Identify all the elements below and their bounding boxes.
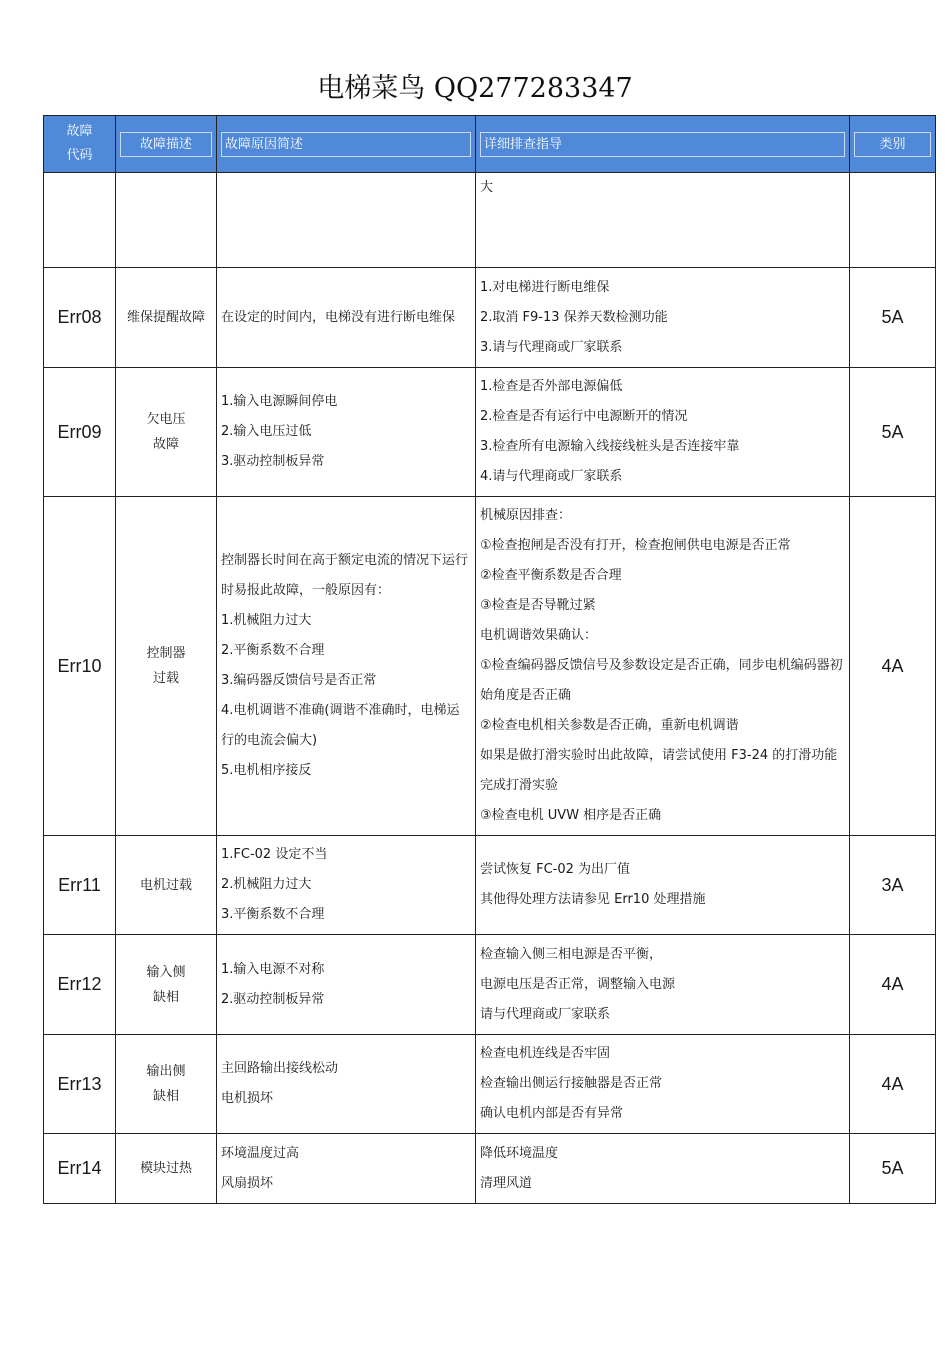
fault-description-cell [116,497,217,836]
fault-description-cell [116,935,217,1035]
fault-description-line: 缺相 [152,1089,179,1104]
troubleshooting-line: 尝试恢复 FC-02 为出厂值 [480,862,631,877]
fault-description-cell [116,836,217,935]
troubleshooting-cell [476,1035,850,1134]
troubleshooting-line: 请与代理商或厂家联系 [480,1006,611,1022]
table-header-row [44,116,936,173]
fault-code: Err09 [57,421,102,442]
fault-cause-cell [217,368,476,497]
category-cell [850,368,936,497]
fault-cause-line: 4.电机调谐不准确(调谐不准确时，电梯运行的电流会偏大) [221,703,460,748]
category-value: 3A [881,874,904,895]
fault-description-line: 控制器 [146,646,186,661]
troubleshooting-line: 机械原因排查： [480,508,572,523]
troubleshooting-line: 检查输出侧运行接触器是否正常 [480,1076,663,1091]
document-title: 电梯菜鸟 QQ277283347 [317,73,633,104]
troubleshooting-line: 4.请与代理商或厂家联系 [480,469,623,484]
fault-cause-line: 主回路输出接线松动 [221,1061,339,1076]
fault-cause-line: 3.驱动控制板异常 [221,454,325,469]
fault-cause-cell [217,836,476,935]
fault-description-cell [116,368,217,497]
category-cell [850,1035,936,1134]
fault-code-cell [44,836,116,935]
fault-description-line: 模块过热 [139,1161,192,1176]
header-fault-code [44,116,116,173]
fault-cause-cell [217,173,476,268]
category-value: 5A [881,1158,904,1178]
header-troubleshooting-guide [476,116,850,173]
troubleshooting-line: 电源电压是否正常，调整输入电源 [480,976,676,992]
fault-cause-line: 2.机械阻力过大 [221,877,312,892]
fault-description-line: 过载 [152,671,179,686]
fault-table-body [44,173,936,1204]
fault-cause-cell [217,268,476,368]
troubleshooting-line: 2.取消 F9-13 保养天数检测功能 [480,309,668,325]
fault-description-line: 输出侧 [146,1064,186,1079]
header-fault-cause [217,116,476,173]
category-value: 5A [881,421,904,442]
troubleshooting-line: ②检查电机相关参数是否正确，重新电机调谐 [480,718,739,733]
fault-cause-cell [217,1134,476,1204]
fault-description-cell [116,173,217,268]
fault-cause-line: 3.平衡系数不合理 [221,907,325,922]
table-row [44,268,936,368]
fault-code-cell [44,368,116,497]
category-value: 4A [881,974,904,994]
table-row [44,368,936,497]
fault-code: Err08 [57,307,102,327]
table-row [44,497,936,836]
category-cell [850,836,936,935]
header-cause-label: 故障原因简述 [221,132,471,157]
fault-code-cell [44,1134,116,1204]
category-value: 4A [881,655,904,676]
category-value: 5A [881,307,904,327]
header-fault-description [116,116,217,173]
fault-description-line: 输入侧 [146,964,186,980]
fault-cause-line: 3.编码器反馈信号是否正常 [221,673,377,688]
category-cell [850,497,936,836]
troubleshooting-cell [476,268,850,368]
fault-code: Err12 [57,974,102,994]
table-row [44,1134,936,1204]
fault-cause-line: 1.输入电源瞬间停电 [221,394,338,409]
header-code-line1: 故障 [66,124,93,139]
fault-description-cell [116,268,217,368]
table-row [44,173,936,268]
troubleshooting-cell [476,368,850,497]
troubleshooting-line: 1.检查是否外部电源偏低 [480,379,623,394]
category-cell [850,173,936,268]
fault-cause-line: 2.驱动控制板异常 [221,991,325,1007]
troubleshooting-line: ①检查编码器反馈信号及参数设定是否正确，同步电机编码器初始角度是否正确 [480,658,843,703]
fault-cause-cell [217,497,476,836]
fault-code: Err11 [58,874,101,895]
fault-code-cell [44,268,116,368]
troubleshooting-line: ①检查抱闸是否没有打开，检查抱闸供电电源是否正常 [480,538,791,553]
fault-code-cell [44,935,116,1035]
troubleshooting-line: 确认电机内部是否有异常 [480,1106,624,1121]
troubleshooting-line: 如果是做打滑实验时出此故障，请尝试使用 F3-24 的打滑功能完成打滑实验 [480,748,838,793]
fault-description-line: 电机过载 [139,877,192,893]
header-code-line2: 代码 [66,148,93,163]
fault-cause-cell [217,1035,476,1134]
header-guide-label: 详细排查指导 [480,132,845,157]
fault-code: Err14 [57,1158,102,1178]
fault-cause-line: 在设定的时间内，电梯没有进行断电维保 [221,309,456,325]
table-row [44,1035,936,1134]
troubleshooting-line: 清理风道 [480,1175,533,1191]
fault-description-line: 欠电压 [146,412,186,427]
troubleshooting-cell [476,935,850,1035]
fault-cause-line: 1.输入电源不对称 [221,961,325,977]
fault-cause-line: 环境温度过高 [221,1145,300,1161]
troubleshooting-line: 检查输入侧三相电源是否平衡， [480,946,663,962]
fault-cause-line: 1.机械阻力过大 [221,613,312,628]
fault-code-cell [44,497,116,836]
fault-cause-line: 2.输入电压过低 [221,424,312,439]
header-category-label: 类别 [854,132,931,157]
header-category [850,116,936,173]
table-row [44,836,936,935]
fault-cause-line: 5.电机相序接反 [221,763,312,778]
fault-cause-line: 控制器长时间在高于额定电流的情况下运行时易报此故障，一般原因有： [221,553,469,598]
table-row [44,935,936,1035]
troubleshooting-line: 3.请与代理商或厂家联系 [480,339,623,355]
category-value: 4A [881,1073,904,1094]
fault-description-line: 缺相 [152,989,179,1005]
fault-cause-line: 1.FC-02 设定不当 [221,847,328,862]
category-cell [850,1134,936,1204]
troubleshooting-line: ②检查平衡系数是否合理 [480,568,622,583]
troubleshooting-cell [476,1134,850,1204]
troubleshooting-line: 电机调谐效果确认： [480,628,598,643]
fault-description-cell [116,1134,217,1204]
troubleshooting-line: 1.对电梯进行断电维保 [480,279,610,295]
fault-cause-cell [217,935,476,1035]
fault-cause-line: 2.平衡系数不合理 [221,643,325,658]
troubleshooting-line: 降低环境温度 [480,1145,559,1161]
troubleshooting-line: 3.检查所有电源输入线接线桩头是否连接牢靠 [480,439,740,454]
fault-code-table [43,115,936,1204]
fault-code-cell [44,1035,116,1134]
category-cell [850,268,936,368]
fault-code-cell [44,173,116,268]
header-desc-label: 故障描述 [120,132,212,157]
fault-code: Err13 [57,1073,102,1094]
fault-description-line: 维保提醒故障 [126,310,205,325]
troubleshooting-line: ③检查是否导靴过紧 [480,598,596,613]
troubleshooting-cell [476,173,850,268]
troubleshooting-line: 其他得处理方法请参见 Err10 处理措施 [480,892,706,907]
troubleshooting-line: ③检查电机 UVW 相序是否正确 [480,808,662,823]
fault-description-line: 故障 [152,437,179,452]
fault-code: Err10 [57,655,102,676]
troubleshooting-line: 大 [480,180,494,195]
troubleshooting-line: 2.检查是否有运行中电源断开的情况 [480,409,688,424]
fault-cause-line: 风扇损坏 [221,1175,274,1191]
fault-cause-line: 电机损坏 [221,1091,274,1106]
troubleshooting-cell [476,497,850,836]
category-cell [850,935,936,1035]
troubleshooting-cell [476,836,850,935]
troubleshooting-line: 检查电机连线是否牢固 [480,1046,611,1061]
fault-description-cell [116,1035,217,1134]
